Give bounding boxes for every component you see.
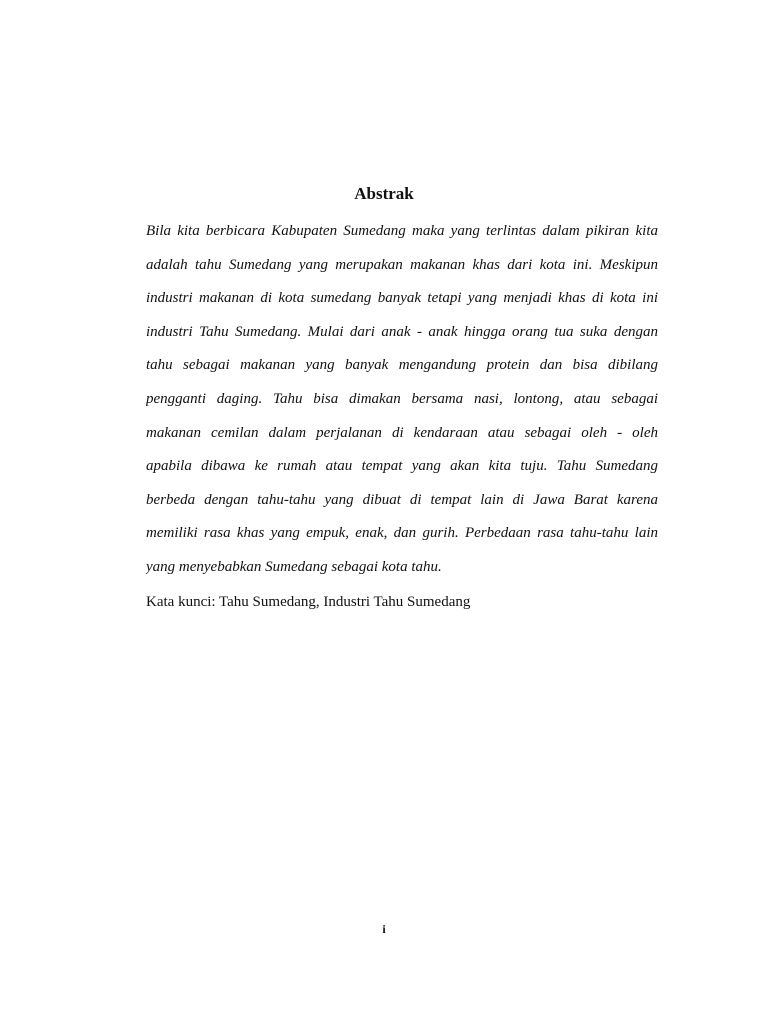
abstract-line: industri makanan di kota sumedang banyak tetapi yang menjadi khas di kota ini [146, 290, 658, 307]
page-number: i [382, 922, 386, 936]
abstract-line: makanan cemilan dalam perjalanan di kendaraan atau sebagai oleh - oleh [146, 424, 658, 441]
abstract-line: Bila kita berbicara Kabupaten Sumedang maka yang terlintas dalam pikiran kita [146, 223, 658, 239]
abstract-line: industri Tahu Sumedang. Mulai dari anak - anak hingga orang tua suka dengan [146, 323, 658, 340]
abstract-title: Abstrak [354, 184, 414, 203]
abstract-body [146, 218, 658, 588]
keywords-text: Kata kunci: Tahu Sumedang, Industri Tahu Sumedang [146, 594, 471, 610]
abstract-line: memiliki rasa khas yang empuk, enak, dan gurih. Perbedaan rasa tahu-tahu lain [146, 525, 658, 542]
abstract-line: tahu sebagai makanan yang banyak mengandung protein dan bisa dibilang [146, 357, 658, 374]
abstract-line: pengganti daging. Tahu bisa dimakan bersama nasi, lontong, atau sebagai [146, 390, 658, 407]
abstract-line: adalah tahu Sumedang yang merupakan makanan khas dari kota ini. Meskipun [146, 256, 658, 273]
abstract-line: berbeda dengan tahu-tahu yang dibuat di tempat lain di Jawa Barat karena [146, 491, 658, 508]
abstract-line: apabila dibawa ke rumah atau tempat yang akan kita tuju. Tahu Sumedang [146, 458, 658, 475]
abstract-line: yang menyebabkan Sumedang sebagai kota tahu. [146, 558, 442, 575]
